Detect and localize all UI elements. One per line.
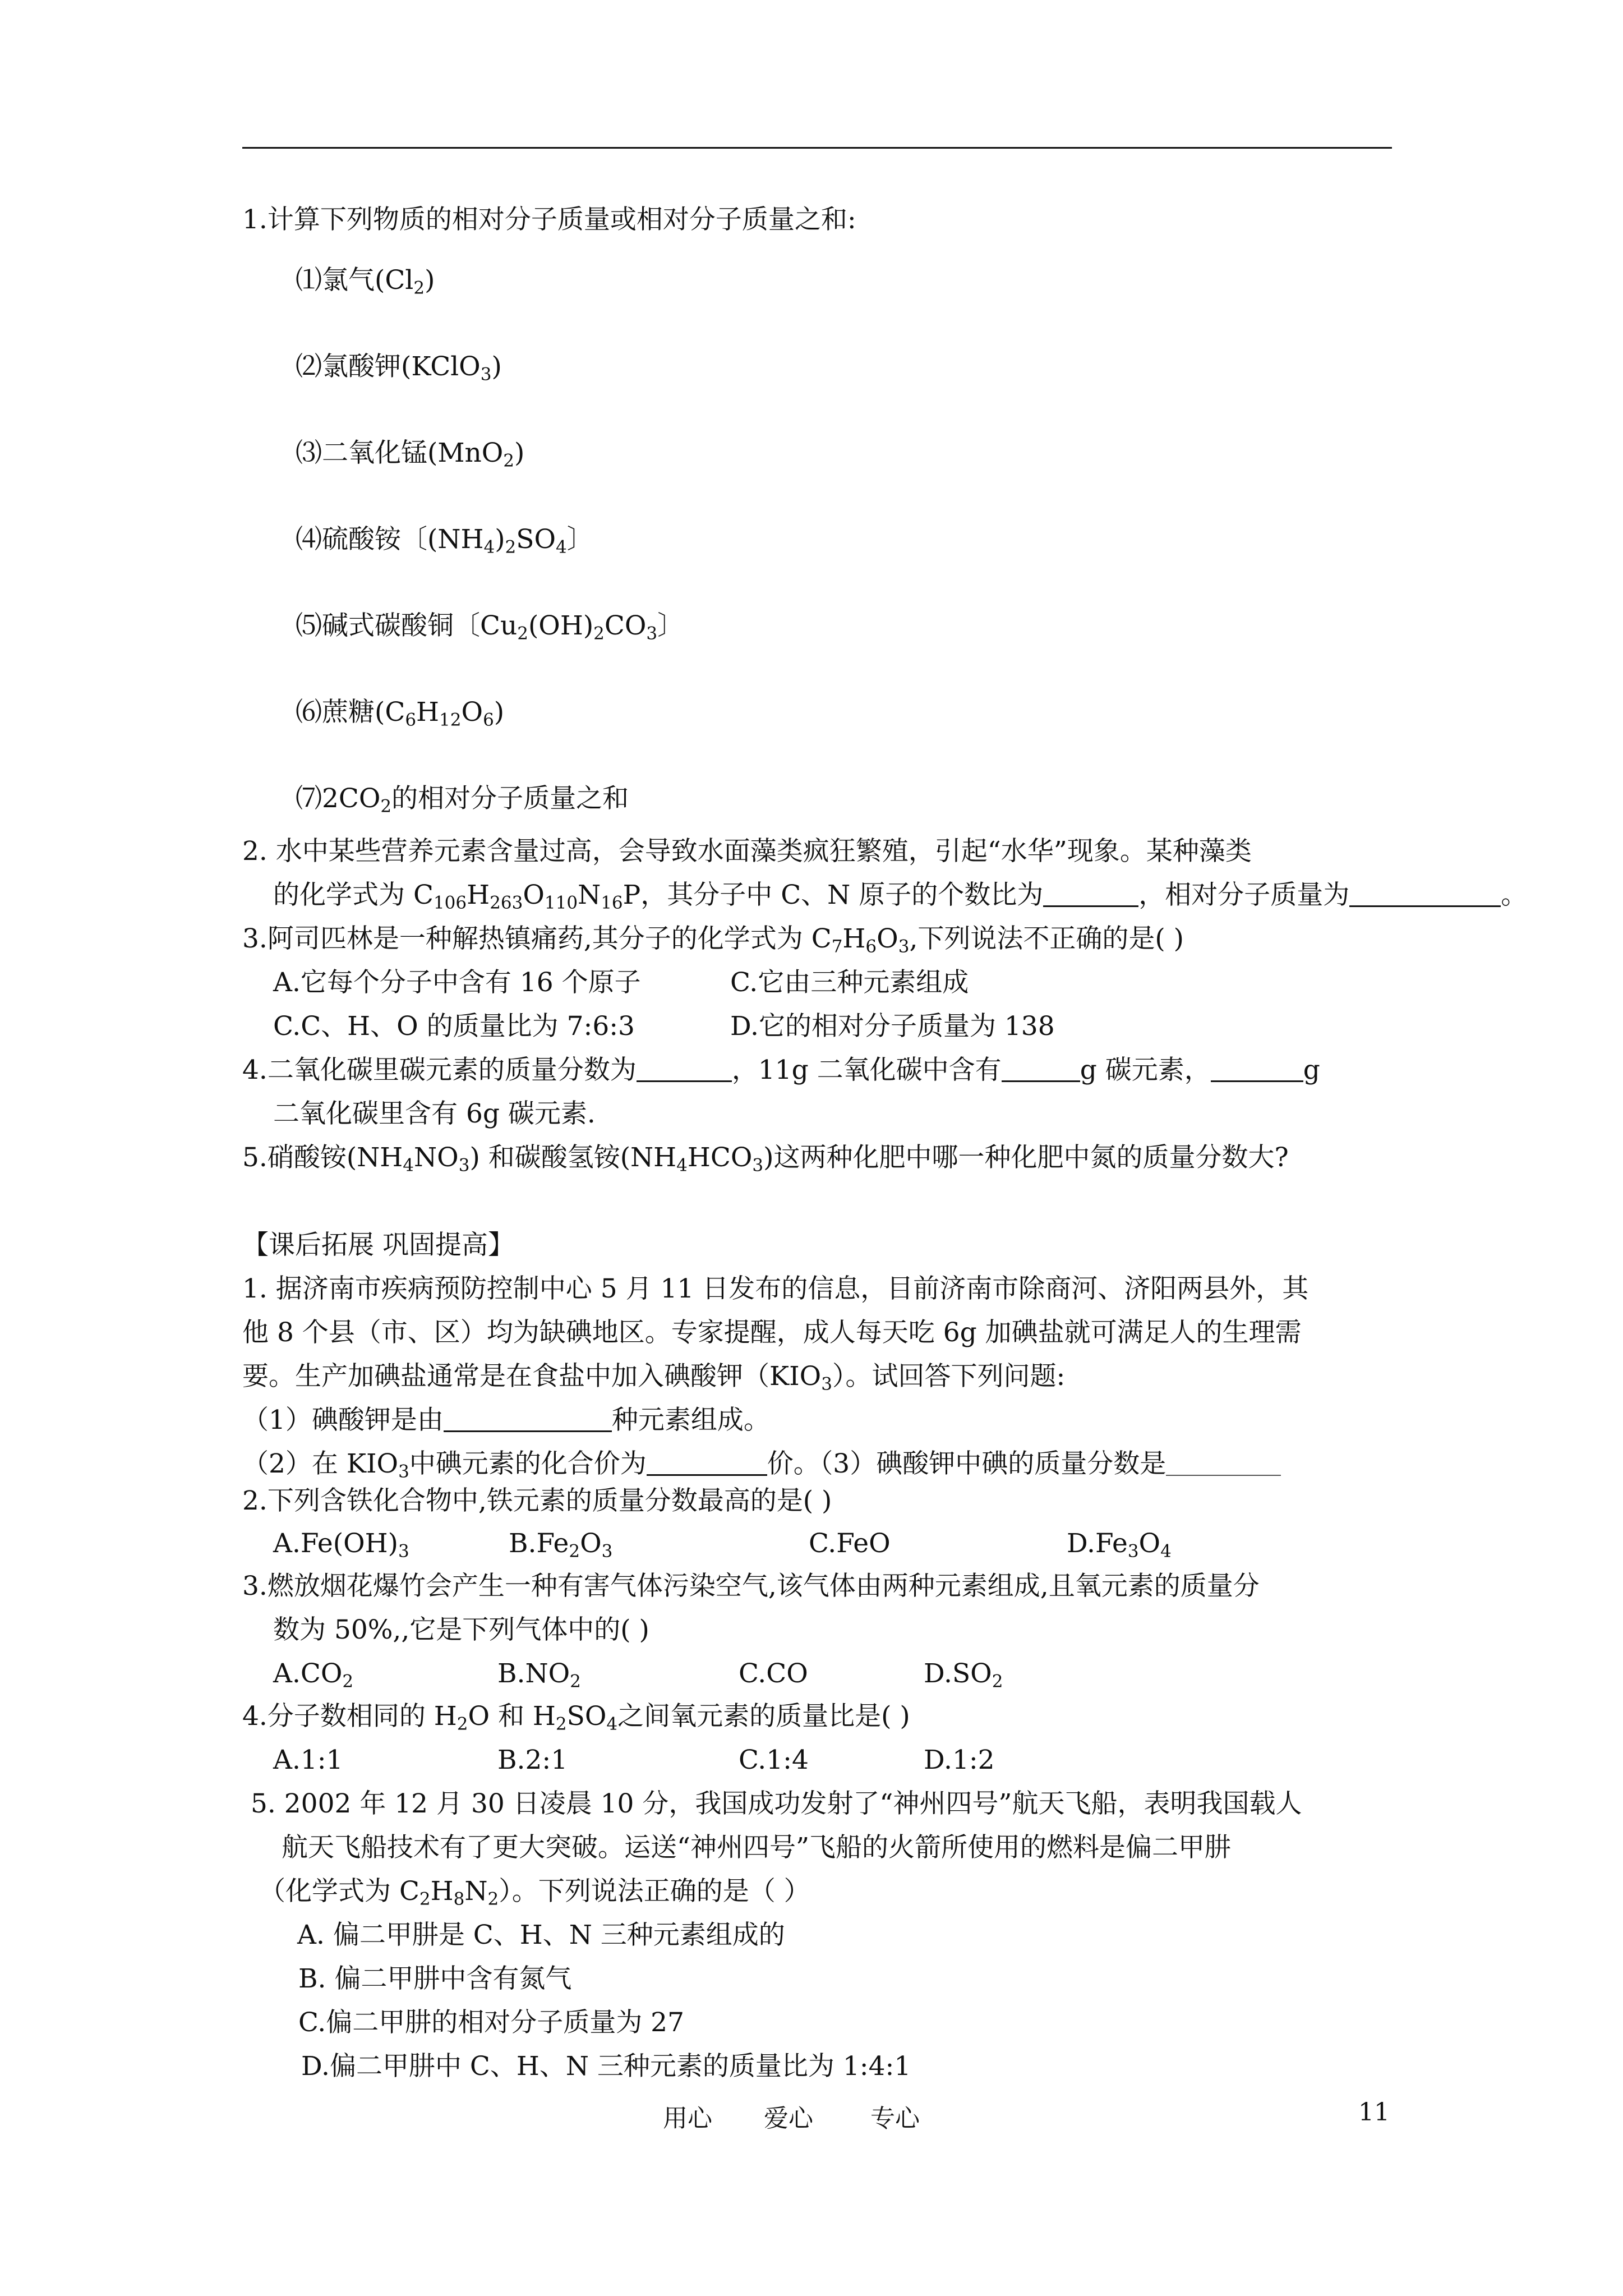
ext-question-2-option-c: C.FeO [809, 1528, 891, 1559]
ext-question-2-option-a: $A.Fe(OH)_3$ [273, 1528, 409, 1562]
ext-question-1-line-3: 要。生产加碘盐通常是在食盐中加入碘酸钾$(KIO_3)$。试回答下列问题: [242, 1361, 1066, 1395]
ext-question-3-line-2: 数为 50%,,它是下列气体中的( ) [273, 1614, 649, 1645]
answer-blank[interactable] [637, 1058, 732, 1082]
footer-motto-2: 爱心 [764, 2104, 813, 2133]
ext-question-3-option-c: C.CO [739, 1658, 808, 1689]
question-4-line-1: 4.二氧化碳里碳元素的质量分数为 ，11g 二氧化碳中含有 g 碳元素， g [242, 1055, 1320, 1085]
answer-blank[interactable] [444, 1408, 612, 1432]
ext-question-3-option-b: $B.NO_2$ [497, 1658, 581, 1692]
answer-blank[interactable] [1043, 883, 1138, 907]
question-3-option-d: D.它的相对分子质量为 138 [730, 1011, 1055, 1042]
ext-question-5-line-3: （化学式为 $C_2H_8N_2$）。下列说法正确的是（ ） [259, 1876, 810, 1910]
question-2-line-1: 2. 水中某些营养元素含量过高，会导致水面藻类疯狂繁殖，引起“水华”现象。某种藻类 [242, 836, 1252, 867]
ext-question-5-line-2: 航天飞船技术有了更大突破。运送“神州四号”飞船的火箭所使用的燃料是偏二甲肼 [282, 1832, 1232, 1863]
answer-blank[interactable] [1166, 1452, 1281, 1476]
ext-question-5-option-a: A. 偏二甲肼是 C、H、N 三种元素组成的 [297, 1920, 785, 1950]
header-rule [242, 147, 1392, 149]
question-5: 5.硝酸铵$(NH_4NO_3)$ 和碳酸氢铵$(NH_4HCO_3)$这两种化肥中哪一种化肥中氮的质量分数大? [242, 1142, 1289, 1176]
question-1-item: ⑹蔗糖$(C_6H_{12}O_6)$ [296, 697, 505, 730]
question-1-item: ⑵氯酸钾(KClO$_3$) [296, 351, 502, 385]
answer-blank[interactable] [647, 1452, 767, 1476]
ext-question-5-option-c: C.偏二甲肼的相对分子质量为 27 [298, 2007, 684, 2038]
section-heading: 【课后拓展 巩固提高】 [242, 1230, 514, 1260]
ext-question-1-sub-1: （1）碘酸钾是由 种元素组成。 [242, 1405, 770, 1435]
ext-question-4-option-b: B.2:1 [497, 1745, 568, 1775]
ext-question-5-option-b: B. 偏二甲肼中含有氮气 [298, 1963, 572, 1994]
ext-question-2-stem: 2.下列含铁化合物中,铁元素的质量分数最高的是( ) [242, 1485, 832, 1516]
question-4-line-2: 二氧化碳里含有 6g 碳元素. [273, 1098, 596, 1129]
question-1-item: ⑶二氧化锰(MnO$_2$) [296, 438, 525, 471]
ext-question-4-option-c: C.1:4 [739, 1745, 809, 1775]
ext-question-2-option-b: $B.Fe_2O_3$ [509, 1528, 613, 1562]
question-3-stem: 3.阿司匹林是一种解热镇痛药,其分子的化学式为 $C_7H_6O_3$,下列说法不正确的是( ) [242, 923, 1184, 957]
question-1-item: ⑷硫酸铵〔$(NH_4)_2SO_4$〕 [296, 524, 593, 558]
question-1-stem: 1.计算下列物质的相对分子质量或相对分子质量之和: [242, 204, 856, 235]
ext-question-3-line-1: 3.燃放烟花爆竹会产生一种有害气体污染空气,该气体由两种元素组成,且氧元素的质量分 [242, 1571, 1260, 1602]
ext-question-3-option-d: $D.SO_2$ [924, 1658, 1003, 1692]
question-3-option-c2: C.C、H、O 的质量比为 7:6:3 [273, 1011, 635, 1042]
page-number: 11 [1358, 2098, 1390, 2127]
question-3-option-a: A.它每个分子中含有 16 个原子 [273, 967, 641, 998]
ext-question-3-option-a: $A.CO_2$ [273, 1658, 354, 1692]
ext-question-1-line-1: 1. 据济南市疾病预防控制中心 5 月 11 日发布的信息，目前济南市除商河、济阳两县外，其 [242, 1273, 1309, 1304]
question-1-item: ⑴氯气$(Cl_2)$ [296, 265, 435, 298]
ext-question-4-stem: 4.分子数相同的 $H_2O$ 和 $H_2SO_4$之间氧元素的质量比是( ) [242, 1701, 910, 1734]
question-1-item: $⑺2CO_2$的相对分子质量之和 [296, 783, 629, 817]
answer-blank[interactable] [1211, 1058, 1303, 1082]
footer-motto-1: 用心 [663, 2104, 712, 2133]
question-1-item: ⑸碱式碳酸铜〔$Cu_2(OH)_2CO_3$〕 [296, 610, 684, 644]
answer-blank[interactable] [1349, 883, 1501, 907]
footer-motto-3: 专心 [870, 2104, 920, 2133]
ext-question-4-option-a: A.1:1 [273, 1745, 343, 1775]
question-2-line-2: 的化学式为 $C_{106}H_{263}O_{110}N_{16}P$，其分子中 C、N 原子的个数比为 ，相对分子质量为 。 [273, 880, 1528, 913]
ext-question-5-line-1: 5. 2002 年 12 月 30 日凌晨 10 分，我国成功发射了“神州四号”航天飞船，表明我国载人 [251, 1788, 1302, 1819]
ext-question-1-line-2: 他 8 个县（市、区）均为缺碘地区。专家提醒，成人每天吃 6g 加碘盐就可满足人的生理需 [242, 1317, 1302, 1348]
ext-question-4-option-d: D.1:2 [924, 1745, 995, 1775]
ext-question-2-option-d: $D.Fe_3O_4$ [1067, 1528, 1172, 1562]
question-3-option-c: C.它由三种元素组成 [730, 967, 969, 998]
answer-blank[interactable] [1002, 1058, 1080, 1082]
ext-question-5-option-d: D.偏二甲肼中 C、H、N 三种元素的质量比为 1:4:1 [301, 2051, 911, 2082]
ext-question-1-sub-2: （2）在 $KIO_3$中碘元素的化合价为 价。（3）碘酸钾中碘的质量分数是 [242, 1447, 1281, 1481]
